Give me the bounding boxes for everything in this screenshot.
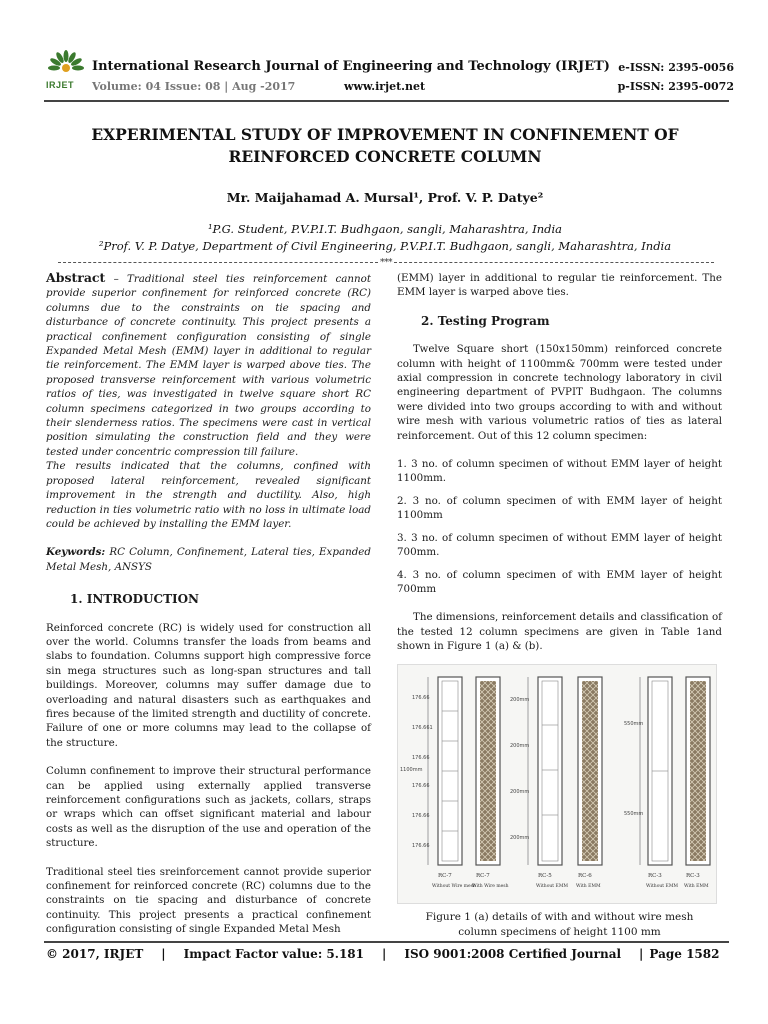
specimen-label: RC-5: [538, 872, 552, 879]
paper-authors: Mr. Maijahamad A. Mursal¹, Prof. V. P. Datye²: [226, 190, 544, 205]
title-line-2: REINFORCED CONCRETE COLUMN: [228, 147, 542, 166]
specimen-rc3-with: [684, 677, 710, 889]
keywords-label: Keywords:: [46, 546, 106, 559]
e-issn: e-ISSN: 2395-0056: [618, 61, 734, 74]
specimen-list-item: 1. 3 no. of column specimen of without EMM layer of height 1100mm.: [397, 458, 722, 485]
footer-separator: |: [382, 947, 387, 961]
column-specimen-diagram: [398, 665, 718, 905]
introduction-heading: 1. INTRODUCTION: [70, 592, 200, 607]
dim-label: 176.66: [412, 812, 430, 819]
section-divider: ***: [46, 258, 726, 268]
specimen-rc6-with: [576, 677, 602, 889]
dim-label: 1100mm: [400, 766, 423, 773]
intro-paragraph-3: Traditional steel ties sreinforcement cannot provide superior confinement for reinforced concrete (RC) columns due to the constraints on tie spacing and disturbance of concrete continuity. This project presents a practical confinement configuration consisting of single Expanded Metal Mesh: [46, 865, 371, 936]
specimen-sublabel: Without EMM: [646, 883, 679, 889]
footer-separator: |: [161, 947, 166, 961]
dim-label: 176.66: [412, 694, 430, 701]
specimen-list-item: 3. 3 no. of column specimen of without EMM layer of height 700mm.: [397, 531, 722, 559]
affiliation-2: ²Prof. V. P. Datye, Department of Civil Engineering, P.V.P.I.T. Budhgaon, sangli, Maharashtra, India: [98, 239, 672, 253]
footer-copyright: © 2017, IRJET: [46, 947, 144, 961]
dim-label: 176.661: [412, 724, 433, 731]
specimen-rc5-without: [510, 677, 568, 889]
abstract-label: Abstract: [46, 270, 106, 285]
footer-impact-factor: Impact Factor value: 5.181: [183, 947, 365, 961]
specimen-sublabel: With EMM: [684, 883, 709, 889]
logo-text: IRJET: [46, 80, 75, 90]
specimen-rc7-without: [400, 677, 476, 889]
specimen-label: RC-7: [476, 872, 490, 879]
dim-label: 550mm: [624, 720, 644, 727]
page-footer: [46, 947, 726, 961]
right-paragraph-0: (EMM) layer in additional to regular tie reinforcement. The EMM layer is warped above ties.: [397, 272, 722, 299]
specimen-label: RC-3: [648, 872, 662, 879]
footer-iso: ISO 9001:2008 Certified Journal: [404, 947, 622, 961]
left-column: [46, 271, 371, 945]
footer-rule: [44, 941, 729, 943]
abstract: [46, 271, 371, 459]
specimen-label: RC-6: [578, 872, 592, 879]
dim-label: 200mm: [510, 696, 530, 703]
abstract-text-2: The results indicated that the columns, confined with proposed lateral reinforcement, revealed significant improvement in the strength and ductility. Also, high reduction in ties volumetric ratio with no loss in ultimate load could be achieved by installing the EMM layer.: [46, 460, 371, 530]
right-column: [397, 271, 722, 940]
affiliation-1: ¹P.G. Student, P.V.P.I.T. Budhgaon, sangli, Maharashtra, India: [207, 222, 563, 236]
abstract-text-1: Traditional steel ties reinforcement cannot provide superior confinement for reinforced concrete (RC) columns due to the constraints on tie spacing and disturbance of concrete continuity. This project presents a practical confinement configuration consisting of single Expanded Metal Mesh (EMM) layer in additional to regular tie reinforcement. The EMM layer is warped above ties. The proposed transverse reinforcement with various volumetric ratios of ties, was investigated in twelve square short RC column specimens categorized in two groups according to their slenderness ratios. The specimens were cast in vertical position simulating the construction field and they were tested under concentric compression till failure.: [46, 273, 371, 458]
dim-label: 550mm: [624, 810, 644, 817]
testing-paragraph-1: Twelve Square short (150x150mm) reinforced concrete column with height of 1100mm& 700mm were tested under axial compression in concrete technology laboratory in civil engineering department of PVPIT Budhgaon. The columns were divided into two groups according to with and without wire mesh with various volumetric ratios of ties as lateral reinforcement. Out of this 12 column specimen:: [397, 343, 722, 442]
dim-label: 200mm: [510, 788, 530, 795]
specimen-label: RC-7: [438, 872, 452, 879]
figure-caption: [397, 910, 722, 940]
keywords-text: RC Column, Confinement, Lateral ties, Expanded Metal Mesh, ANSYS: [46, 546, 371, 573]
testing-paragraph-2: The dimensions, reinforcement details and classification of the tested 12 column specimens are given in Table 1and shown in Figure 1 (a) & (b).: [397, 611, 722, 653]
p-issn: p-ISSN: 2395-0072: [617, 80, 734, 93]
figure-1a: [397, 664, 717, 904]
intro-paragraph-2: Column confinement to improve their structural performance can be applied using externally applied transverse reinforcement configurations such as jackets, collars, straps or wraps which can offset significant material and labour costs as well as the disruption of the use and operation of the structure.: [46, 765, 371, 850]
specimen-list-item: 4. 3 no. of column specimen of with EMM layer of height 700mm: [397, 568, 722, 595]
specimen-rc3-without: [624, 677, 678, 889]
dim-label: 200mm: [510, 834, 530, 841]
figure-caption-line-1: Figure 1 (a) details of with and without wire mesh: [425, 910, 694, 923]
specimen-sublabel: Without Wire mesh: [432, 883, 476, 889]
dim-label: 176.66: [412, 754, 430, 761]
specimen-list-item: 2. 3 no. of column specimen of with EMM layer of height 1100mm: [397, 494, 722, 522]
journal-website[interactable]: www.irjet.net: [344, 80, 426, 93]
dim-label: 176.66: [412, 842, 430, 849]
dim-label: 176.66: [412, 782, 430, 789]
abstract-dash: –: [105, 273, 127, 285]
specimen-sublabel: With Wire mesh: [472, 883, 509, 889]
testing-program-heading: 2. Testing Program: [421, 313, 550, 328]
figure-caption-line-2: column specimens of height 1100 mm: [458, 925, 661, 938]
title-line-1: EXPERIMENTAL STUDY OF IMPROVEMENT IN CONFINEMENT OF: [91, 125, 679, 144]
dim-label: 200mm: [510, 742, 530, 749]
specimen-label: RC-3: [686, 872, 700, 879]
footer-separator: |: [639, 947, 644, 961]
specimen-rc7-with: [472, 677, 509, 889]
paper-title: [60, 124, 710, 168]
intro-paragraph-1: Reinforced concrete (RC) is widely used for construction all over the world. Columns transfer the loads from beams and slabs to foundation. Columns support high compressive force sin mega structures such as long-span structures and tall buildings. Moreover, columns may suffer damage due to overloading and natural disasters such as earthquakes and fires because of the limited strength and ductility of concrete. Failure of one or more columns may lead to the collapse of the structure.: [46, 621, 371, 749]
journal-name: International Research Journal of Engineering and Technology (IRJET): [92, 59, 610, 74]
footer-page-number: Page 1582: [649, 947, 720, 961]
journal-header: [44, 50, 734, 98]
specimen-sublabel: With EMM: [576, 883, 601, 889]
keywords: [46, 545, 371, 574]
header-rule: [44, 100, 729, 102]
specimen-sublabel: Without EMM: [536, 883, 569, 889]
volume-issue: Volume: 04 Issue: 08 | Aug -2017: [92, 80, 296, 93]
